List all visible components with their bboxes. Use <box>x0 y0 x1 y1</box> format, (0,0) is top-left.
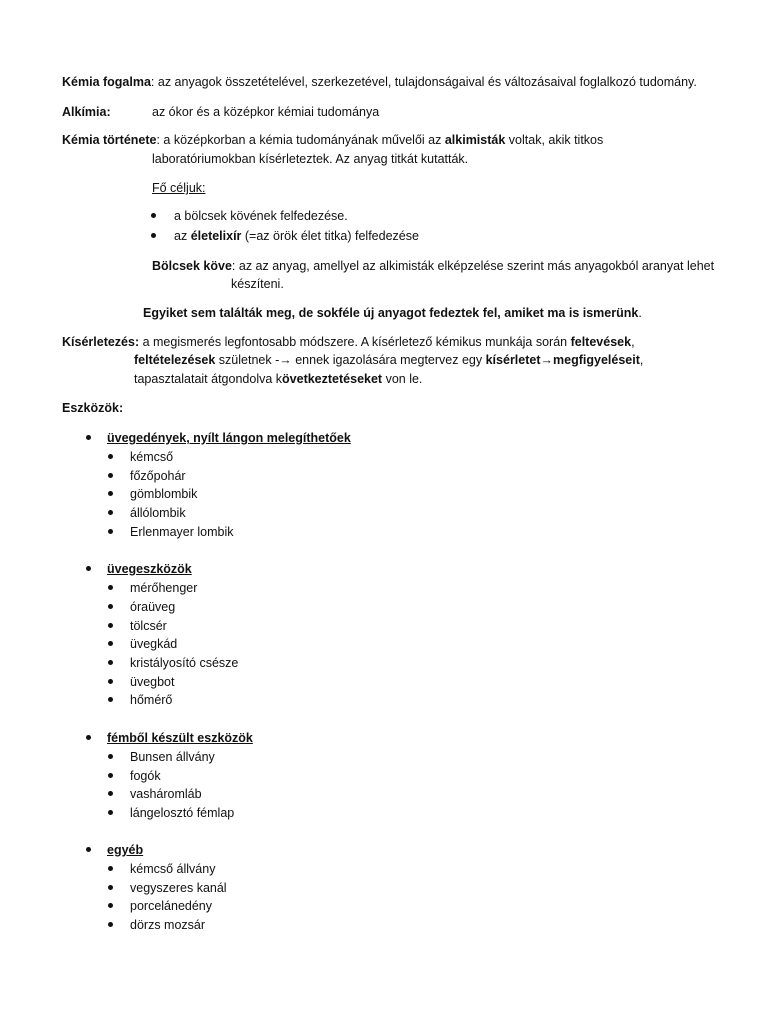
stone-term: Bölcsek köve <box>152 259 232 273</box>
experiment-text-2: születnek - <box>215 353 280 367</box>
alchemy-term: Alkímia: <box>62 105 111 119</box>
definition-line <box>62 74 697 90</box>
tool-group-title <box>107 561 192 577</box>
experiment-line-1 <box>62 334 635 350</box>
bullet-icon <box>108 473 113 478</box>
tool-item: Bunsen állvány <box>130 750 215 764</box>
experiment-line-2 <box>134 352 643 368</box>
history-text-2: voltak, akik titkos <box>505 133 604 147</box>
goal-2-bold: életelixír <box>190 229 242 243</box>
bullet-icon <box>108 903 113 908</box>
tool-item: kémcső <box>130 450 174 464</box>
arrow-right-icon: → <box>279 353 292 367</box>
history-line-2: laboratóriumokban kísérleteztek. Az anyag titkát kutatták. <box>152 152 469 166</box>
bullet-icon <box>108 454 113 459</box>
bullet-icon <box>108 641 113 646</box>
bullet-icon <box>108 697 113 702</box>
tool-group-title-text: üvegeszközök <box>107 562 192 576</box>
experiment-text-1: a megismerés legfontosabb módszere. A kísérletező kémikus munkája során <box>139 335 571 349</box>
bullet-icon <box>108 529 113 534</box>
bullet-icon <box>151 233 156 238</box>
tool-group-title <box>107 842 143 858</box>
definition-text: : az anyagok összetételével, szerkezetével, tulajdonságaival és változásaival foglalkozó tudomány. <box>150 75 697 89</box>
alchemy-term-line <box>62 104 111 120</box>
experiment-text-1-end: , <box>631 335 635 349</box>
tool-item: üvegkád <box>130 637 178 651</box>
tool-group-title-text: fémből készült eszközök <box>107 731 253 745</box>
experiment-bold-feltevesek: feltevések <box>570 335 632 349</box>
conclusion-line <box>143 305 642 321</box>
tools-heading-text: Eszközök: <box>62 401 124 415</box>
goals-heading: Fő céljuk: <box>152 181 206 195</box>
tool-group-title <box>107 730 253 746</box>
tool-item: tölcsér <box>130 619 167 633</box>
bullet-icon <box>108 885 113 890</box>
bullet-icon <box>108 754 113 759</box>
bullet-icon <box>86 847 91 852</box>
tool-item: vasháromláb <box>130 787 202 801</box>
bullet-icon <box>108 585 113 590</box>
history-line-1 <box>62 132 603 148</box>
experiment-line-3 <box>134 371 422 387</box>
goal-item-1: a bölcsek kövének felfedezése. <box>174 209 348 223</box>
conclusion-text: Egyiket sem találták meg, de sokféle új anyagot fedeztek fel, amiket ma is ismerünk <box>143 306 639 320</box>
tool-item: gömblombik <box>130 487 198 501</box>
tool-group-title-text: egyéb <box>107 843 144 857</box>
experiment-text-3: ennek igazolására megtervez egy <box>291 353 486 367</box>
bullet-icon <box>108 604 113 609</box>
tools-heading <box>62 400 123 416</box>
tool-group-title <box>107 430 351 446</box>
tool-item: dörzs mozsár <box>130 918 206 932</box>
goal-item-2 <box>174 228 419 244</box>
bullet-icon <box>108 810 113 815</box>
history-bold-alkimistak: alkimisták <box>444 133 506 147</box>
history-term: Kémia története <box>62 133 157 147</box>
experiment-bold-kiserletet: kísérletet <box>485 353 541 367</box>
alchemy-text: az ókor és a középkor kémiai tudománya <box>152 105 380 119</box>
tool-item: hőmérő <box>130 693 173 707</box>
experiment-line-3-pre: tapasztalatait átgondolva k <box>134 372 283 386</box>
tool-item: Erlenmayer lombik <box>130 525 234 539</box>
tool-item: vegyszeres kanál <box>130 881 227 895</box>
tool-item: porcelánedény <box>130 899 213 913</box>
bullet-icon <box>108 623 113 628</box>
tool-group-title-text: üvegedények, nyílt lángon melegíthetőek <box>107 431 351 445</box>
bullet-icon <box>108 660 113 665</box>
bullet-icon <box>108 773 113 778</box>
bullet-icon <box>86 435 91 440</box>
tool-item: fogók <box>130 769 161 783</box>
tool-item: üvegbot <box>130 675 175 689</box>
bullet-icon <box>86 735 91 740</box>
experiment-line-3-bold: övetkeztetéseket <box>282 372 383 386</box>
experiment-term: Kísérletezés: <box>62 335 140 349</box>
goal-2-pre: az <box>174 229 191 243</box>
experiment-bold-feltetelezesek: feltételezések <box>134 353 216 367</box>
definition-term: Kémia fogalma <box>62 75 151 89</box>
bullet-icon <box>151 213 156 218</box>
tool-item: lángelosztó fémlap <box>130 806 235 820</box>
bullet-icon <box>108 491 113 496</box>
goal-2-post: (=az örök élet titka) felfedezése <box>241 229 419 243</box>
bullet-icon <box>108 791 113 796</box>
tool-item: kristályosító csésze <box>130 656 239 670</box>
tool-item: óraüveg <box>130 600 176 614</box>
stone-text: : az az anyag, amellyel az alkimisták elképzelése szerint más anyagokból aranyat lehet <box>231 259 715 273</box>
experiment-bold-megfigyeleseit: megfigyeléseit <box>553 353 640 367</box>
stone-line-2: készíteni. <box>231 277 284 291</box>
bullet-icon <box>108 679 113 684</box>
tool-item: főzőpohár <box>130 469 186 483</box>
arrow-right-icon: → <box>540 353 554 367</box>
history-text-1: : a középkorban a kémia tudományának művelői az <box>156 133 445 147</box>
bullet-icon <box>108 922 113 927</box>
tool-item: mérőhenger <box>130 581 198 595</box>
bullet-icon <box>108 866 113 871</box>
stone-line-1 <box>152 258 714 274</box>
bullet-icon <box>108 510 113 515</box>
bullet-icon <box>86 566 91 571</box>
tool-item: kémcső állvány <box>130 862 216 876</box>
experiment-text-4: , <box>639 353 644 367</box>
conclusion-end: . <box>638 306 642 320</box>
tool-item: állólombik <box>130 506 186 520</box>
experiment-line-3-post: von le. <box>382 372 423 386</box>
